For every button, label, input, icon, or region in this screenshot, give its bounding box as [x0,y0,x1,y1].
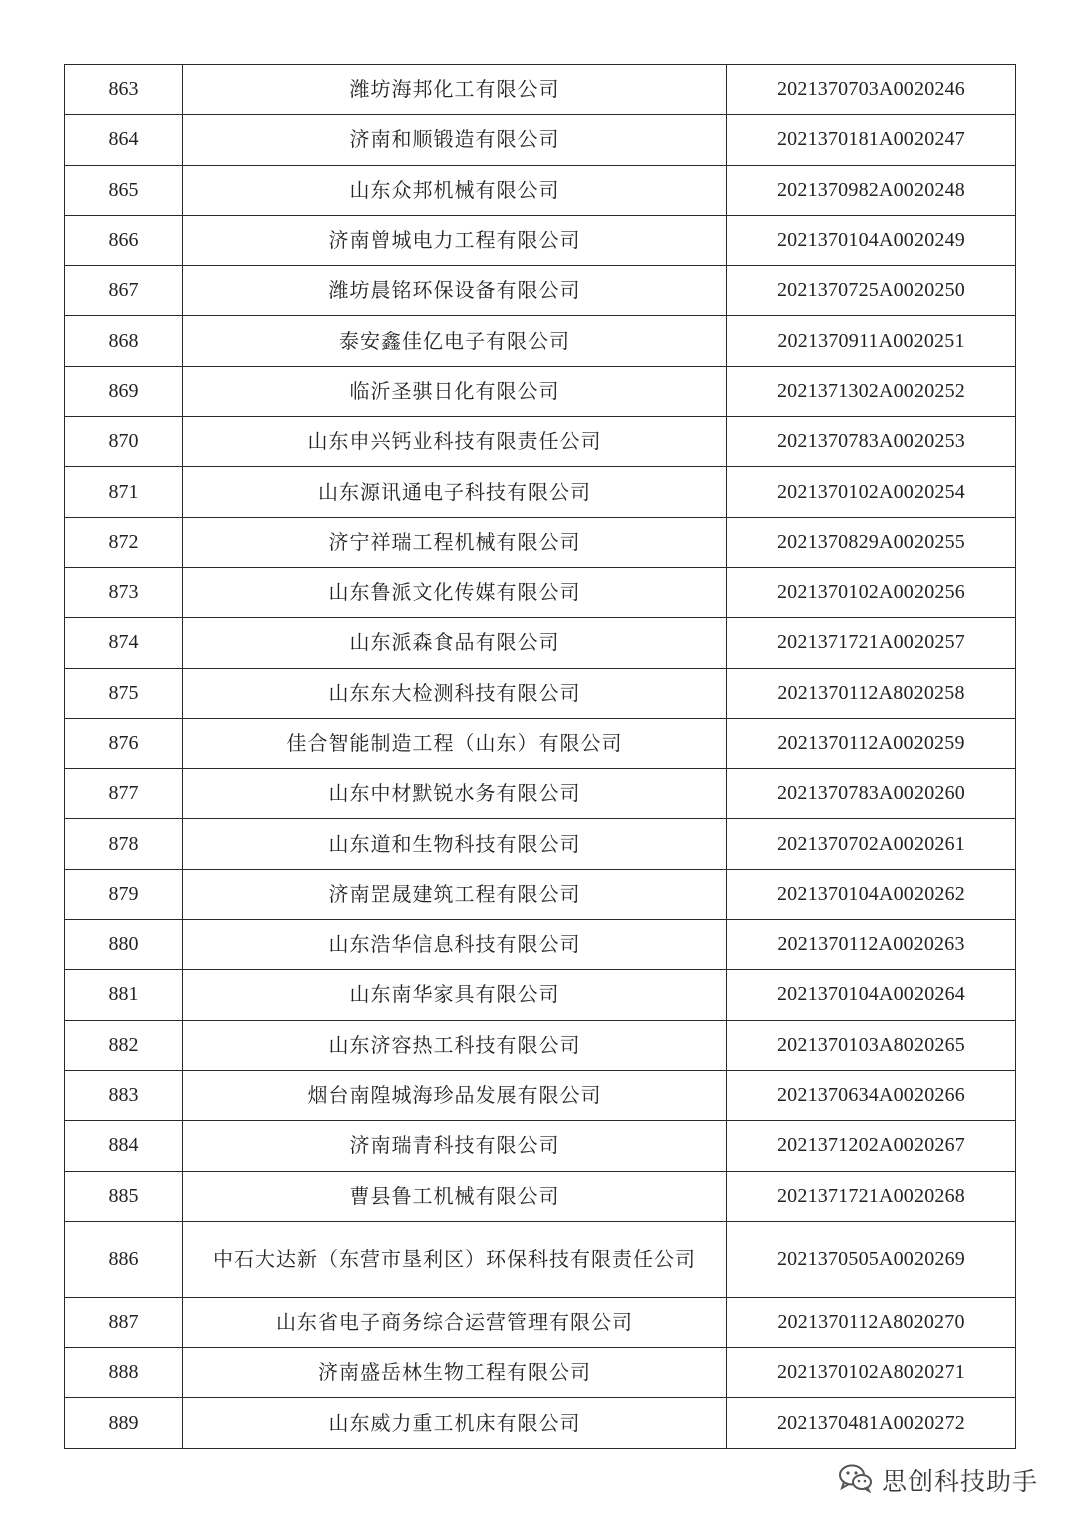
table-row [65,115,1016,165]
table-row [65,366,1016,416]
table-row [65,1348,1016,1398]
row-number: 883 [65,1070,183,1120]
registration-code: 2021370481A0020272 [727,1398,1016,1448]
table-row [65,718,1016,768]
company-name: 济南罡晟建筑工程有限公司 [183,869,727,919]
row-number: 869 [65,366,183,416]
table-row [65,467,1016,517]
company-name: 济南和顺锻造有限公司 [183,115,727,165]
registration-code: 2021370104A0020262 [727,869,1016,919]
table-row [65,668,1016,718]
row-number: 880 [65,920,183,970]
table-row [65,215,1016,265]
registration-code: 2021370783A0020253 [727,417,1016,467]
wechat-icon [838,1463,874,1497]
table-row [65,769,1016,819]
row-number: 867 [65,266,183,316]
registration-code: 2021370505A0020269 [727,1221,1016,1297]
company-name: 济宁祥瑞工程机械有限公司 [183,517,727,567]
company-name: 山东东大检测科技有限公司 [183,668,727,718]
company-name: 山东省电子商务综合运营管理有限公司 [183,1297,727,1347]
registration-code: 2021370102A8020271 [727,1348,1016,1398]
table-row [65,65,1016,115]
row-number: 868 [65,316,183,366]
row-number: 872 [65,517,183,567]
registration-code: 2021370112A8020270 [727,1297,1016,1347]
table-row [65,869,1016,919]
watermark-text: 思创科技助手 [882,1467,1039,1496]
registration-code: 2021370104A0020264 [727,970,1016,1020]
table-body [65,65,1016,1449]
registration-code: 2021370829A0020255 [727,517,1016,567]
row-number: 870 [65,417,183,467]
registration-code: 2021370102A0020256 [727,567,1016,617]
company-name: 济南瑞青科技有限公司 [183,1121,727,1171]
registration-code: 2021371302A0020252 [727,366,1016,416]
company-name: 山东道和生物科技有限公司 [183,819,727,869]
table-row [65,1171,1016,1221]
table-row [65,1297,1016,1347]
company-name: 佳合智能制造工程（山东）有限公司 [183,718,727,768]
row-number: 865 [65,165,183,215]
row-number: 873 [65,567,183,617]
company-name: 山东派森食品有限公司 [183,618,727,668]
table-row [65,567,1016,617]
table-row [65,920,1016,970]
table-row [65,1070,1016,1120]
table-row [65,1221,1016,1297]
registration-code: 2021371721A0020268 [727,1171,1016,1221]
registration-code: 2021370102A0020254 [727,467,1016,517]
enterprise-table [64,64,1016,1449]
registration-code: 2021371721A0020257 [727,618,1016,668]
table-row [65,1398,1016,1448]
row-number: 889 [65,1398,183,1448]
company-name: 山东申兴钙业科技有限责任公司 [183,417,727,467]
row-number: 876 [65,718,183,768]
row-number: 884 [65,1121,183,1171]
row-number: 871 [65,467,183,517]
company-name: 山东鲁派文化传媒有限公司 [183,567,727,617]
registration-code: 2021370725A0020250 [727,266,1016,316]
row-number: 874 [65,618,183,668]
company-name: 潍坊晨铭环保设备有限公司 [183,266,727,316]
table-row [65,819,1016,869]
registration-code: 2021370112A0020259 [727,718,1016,768]
company-name: 山东源讯通电子科技有限公司 [183,467,727,517]
company-name: 山东浩华信息科技有限公司 [183,920,727,970]
company-name: 临沂圣骐日化有限公司 [183,366,727,416]
row-number: 887 [65,1297,183,1347]
row-number: 877 [65,769,183,819]
registration-code: 2021370982A0020248 [727,165,1016,215]
registration-code: 2021370104A0020249 [727,215,1016,265]
registration-code: 2021370703A0020246 [727,65,1016,115]
row-number: 866 [65,215,183,265]
table-row [65,316,1016,366]
table-row [65,618,1016,668]
company-name: 烟台南隍城海珍品发展有限公司 [183,1070,727,1120]
registration-code: 2021370634A0020266 [727,1070,1016,1120]
table-row [65,417,1016,467]
table-row [65,1121,1016,1171]
table-row [65,165,1016,215]
registration-code: 2021370911A0020251 [727,316,1016,366]
registration-code: 2021370783A0020260 [727,769,1016,819]
company-name: 济南盛岳林生物工程有限公司 [183,1348,727,1398]
company-name: 潍坊海邦化工有限公司 [183,65,727,115]
registration-code: 2021370112A8020258 [727,668,1016,718]
row-number: 888 [65,1348,183,1398]
row-number: 886 [65,1221,183,1297]
company-name: 曹县鲁工机械有限公司 [183,1171,727,1221]
company-name: 中石大达新（东营市垦利区）环保科技有限责任公司 [183,1221,727,1297]
company-name: 济南曾城电力工程有限公司 [183,215,727,265]
table-row [65,266,1016,316]
company-name: 山东济容热工科技有限公司 [183,1020,727,1070]
row-number: 875 [65,668,183,718]
company-name: 山东中材默锐水务有限公司 [183,769,727,819]
row-number: 863 [65,65,183,115]
company-name: 泰安鑫佳亿电子有限公司 [183,316,727,366]
registration-code: 2021371202A0020267 [727,1121,1016,1171]
row-number: 885 [65,1171,183,1221]
row-number: 864 [65,115,183,165]
company-name: 山东南华家具有限公司 [183,970,727,1020]
registration-code: 2021370702A0020261 [727,819,1016,869]
row-number: 882 [65,1020,183,1070]
company-name: 山东众邦机械有限公司 [183,165,727,215]
row-number: 878 [65,819,183,869]
watermark [838,1460,1038,1500]
row-number: 879 [65,869,183,919]
company-name: 山东威力重工机床有限公司 [183,1398,727,1448]
row-number: 881 [65,970,183,1020]
table-row [65,970,1016,1020]
registration-code: 2021370103A8020265 [727,1020,1016,1070]
table-row [65,517,1016,567]
registration-code: 2021370112A0020263 [727,920,1016,970]
table-row [65,1020,1016,1070]
registration-code: 2021370181A0020247 [727,115,1016,165]
